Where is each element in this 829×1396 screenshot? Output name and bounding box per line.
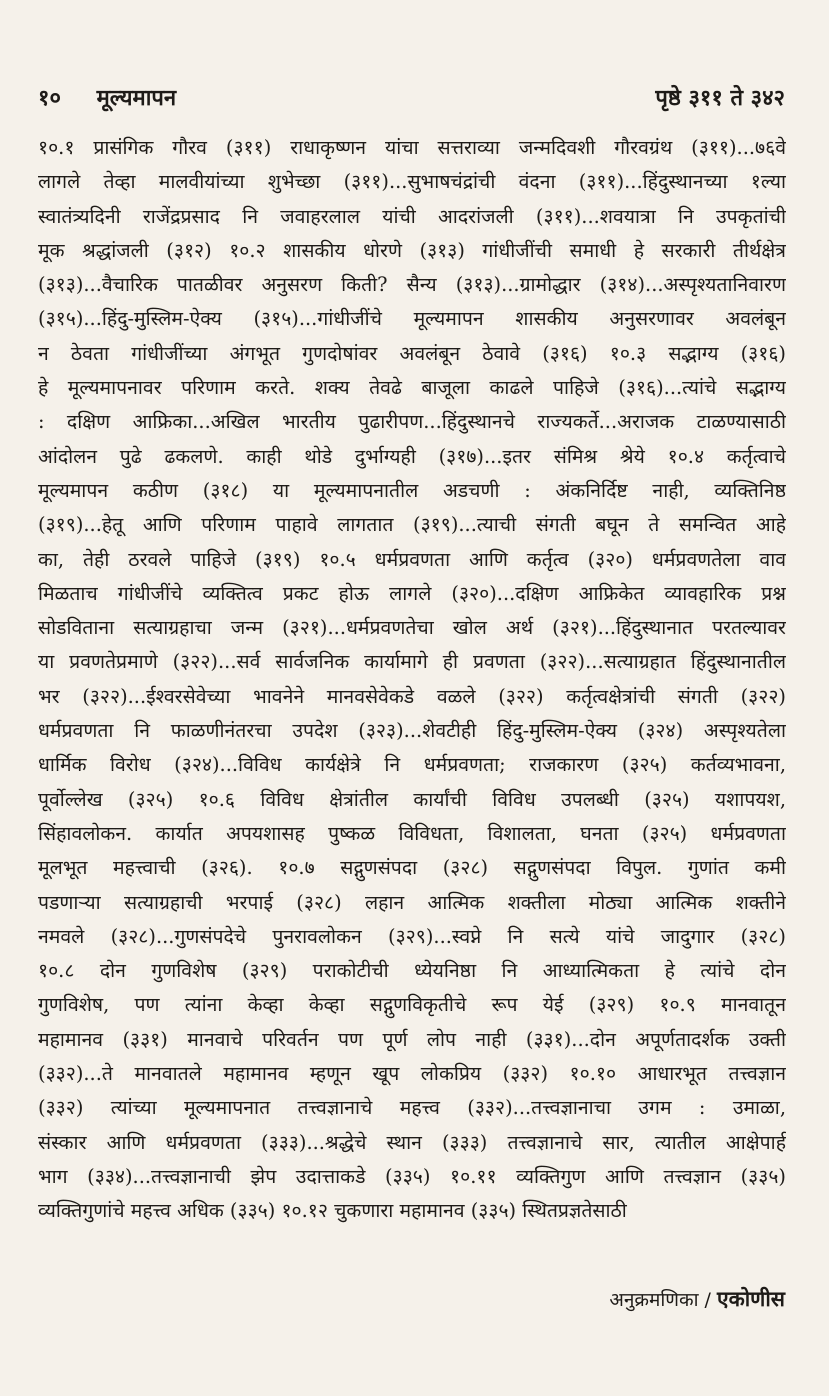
text-line: व्यक्तिगुणांचे महत्त्व अधिक (३३५) १०.१२ चुकणारा महामानव (३३५) स्थितप्रज्ञतेसाठी: [38, 1199, 627, 1223]
text-line: हे मूल्यमापनावर परिणाम करते. शक्य तेवढे बाजूला काढले पाहिजे (३१६)...त्यांचे सद्भाग्य: [38, 376, 786, 400]
footer-label: अनुक्रमणिका /: [609, 1289, 711, 1311]
text-line: धर्मप्रवणता नि फाळणीनंतरचा उपदेश (३२३)...शेवटीही हिंदु-मुस्लिम-ऐक्य (३२४) अस्पृश्यतेला: [38, 719, 786, 743]
page-footer: [609, 1285, 785, 1313]
index-body-text: [38, 131, 786, 1229]
text-line: या प्रवणतेप्रमाणे (३२२)...सर्व सार्वजनिक कार्यामागे ही प्रवणता (३२२)...सत्याग्रहात हिंदुस्थानातील: [38, 650, 786, 674]
text-line: पडणाऱ्या सत्याग्रहाची भरपाई (३२८) लहान आत्मिक शक्तीला मोठ्या आत्मिक शक्तीने: [38, 890, 786, 914]
text-line: आंदोलन पुढे ढकलणे. काही थोडे दुर्भाग्यही (३१७)...इतर संमिश्र श्रेये १०.४ कर्तृत्वाचे: [38, 444, 786, 468]
text-line: लागले तेव्हा मालवीयांच्या शुभेच्छा (३११)...सुभाषचंद्रांची वंदना (३११)...हिंदुस्थानच्या १ल्या: [38, 170, 786, 194]
text-line: का, तेही ठरवले पाहिजे (३१९) १०.५ धर्मप्रवणता आणि कर्तृत्व (३२०) धर्मप्रवणतेला वाव: [38, 547, 786, 571]
text-line: गुणविशेष, पण त्यांना केव्हा केव्हा सद्गुणविकृतीचे रूप येई (३२९) १०.९ मानवातून: [38, 993, 786, 1017]
text-line: सोडविताना सत्याग्रहाचा जन्म (३२१)...धर्मप्रवणतेचा खोल अर्थ (३२१)...हिंदुस्थानात परतल्यावर: [38, 616, 786, 640]
text-line: भाग (३३४)...तत्त्वज्ञानाची झेप उदात्ताकडे (३३५) १०.११ व्यक्तिगुण आणि तत्त्वज्ञान (३३५): [38, 1164, 786, 1188]
text-line: धार्मिक विरोध (३२४)...विविध कार्यक्षेत्रे नि धर्मप्रवणता; राजकारण (३२५) कर्तव्यभावना,: [38, 753, 786, 777]
text-line: (३१९)...हेतू आणि परिणाम पाहावे लागतात (३१९)...त्याची संगती बघून ते समन्वित आहे: [38, 513, 786, 537]
text-line: : दक्षिण आफ्रिका...अखिल भारतीय पुढारीपण...हिंदुस्थानचे राज्यकर्ते...अराजक टाळण्यासाठी: [38, 410, 786, 434]
text-line: (३१३)...वैचारिक पातळीवर अनुसरण किती? सैन्य (३१३)...ग्रामोद्धार (३१४)...अस्पृश्यतानिवारण: [38, 273, 786, 297]
text-line: मूल्यमापन कठीण (३१८) या मूल्यमापनातील अडचणी : अंकनिर्दिष्ट नाही, व्यक्तिनिष्ठ: [38, 478, 786, 502]
chapter-title: मूल्यमापन: [96, 86, 177, 111]
page-header: [38, 82, 785, 118]
text-line: नमवले (३२८)...गुणसंपदेचे पुनरावलोकन (३२९)...स्वप्ने नि सत्ये यांचे जादुगार (३२८): [38, 924, 786, 948]
text-line: महामानव (३३१) मानवाचे परिवर्तन पण पूर्ण लोप नाही (३३१)...दोन अपूर्णतादर्शक उक्ती: [38, 1027, 786, 1051]
text-line: १०.८ दोन गुणविशेष (३२९) पराकोटीची ध्येयनिष्ठा नि आध्यात्मिकता हे त्यांचे दोन: [38, 959, 786, 983]
text-line: १०.१ प्रासंगिक गौरव (३११) राधाकृष्णन यांचा सत्तराव्या जन्मदिवशी गौरवग्रंथ (३११)...७६वे: [38, 136, 786, 159]
chapter-heading: [38, 82, 176, 112]
text-line: भर (३२२)...ईश्वरसेवेच्या भावनेने मानवसेवेकडे वळले (३२२) कर्तृत्वक्षेत्रांची संगती (३२२): [38, 684, 786, 708]
text-line: मूलभूत महत्त्वाची (३२६). १०.७ सद्गुणसंपदा (३२८) सद्गुणसंपदा विपुल. गुणांत कमी: [38, 856, 786, 880]
footer-page-word: एकोणीस: [717, 1287, 785, 1311]
text-line: (३१५)...हिंदु-मुस्लिम-ऐक्य (३१५)...गांधीजींचे मूल्यमापन शासकीय अनुसरणावर अवलंबून: [38, 307, 786, 331]
text-line: मिळताच गांधीजींचे व्यक्तित्व प्रकट होऊ लागले (३२०)...दक्षिण आफ्रिकेत व्यावहारिक प्रश्न: [38, 581, 786, 605]
text-line: मूक श्रद्धांजली (३१२) १०.२ शासकीय धोरणे (३१३) गांधीजींची समाधी हे सरकारी तीर्थक्षेत्र: [38, 238, 786, 262]
text-line: सिंहावलोकन. कार्यात अपयशासह पुष्कळ विविधता, विशालता, घनता (३२५) धर्मप्रवणता: [38, 821, 786, 845]
text-line: पूर्वोल्लेख (३२५) १०.६ विविध क्षेत्रांतील कार्यांची विविध उपलब्धी (३२५) यशापयश,: [38, 787, 786, 811]
page-range: पृष्ठे ३११ ते ३४२: [655, 86, 785, 111]
text-line: (३३२) त्यांच्या मूल्यमापनात तत्त्वज्ञानाचे महत्त्व (३३२)...तत्त्वज्ञानाचा उगम : उमाळा,: [38, 1096, 786, 1120]
text-line: संस्कार आणि धर्मप्रवणता (३३३)...श्रद्धेचे स्थान (३३३) तत्त्वज्ञानाचे सार, त्यातील आक्षेपार्ह: [38, 1130, 786, 1154]
text-line: स्वातंत्र्यदिनी राजेंद्रप्रसाद नि जवाहरलाल यांची आदरांजली (३११)...शवयात्रा नि उपकृतांची: [38, 204, 786, 228]
text-line: न ठेवता गांधीजींच्या अंगभूत गुणदोषांवर अवलंबून ठेवावे (३१६) १०.३ सद्भाग्य (३१६): [38, 341, 786, 365]
chapter-number: १०: [38, 86, 61, 111]
text-line: (३३२)...ते मानवातले महामानव म्हणून खूप लोकप्रिय (३३२) १०.१० आधारभूत तत्त्वज्ञान: [38, 1062, 786, 1086]
